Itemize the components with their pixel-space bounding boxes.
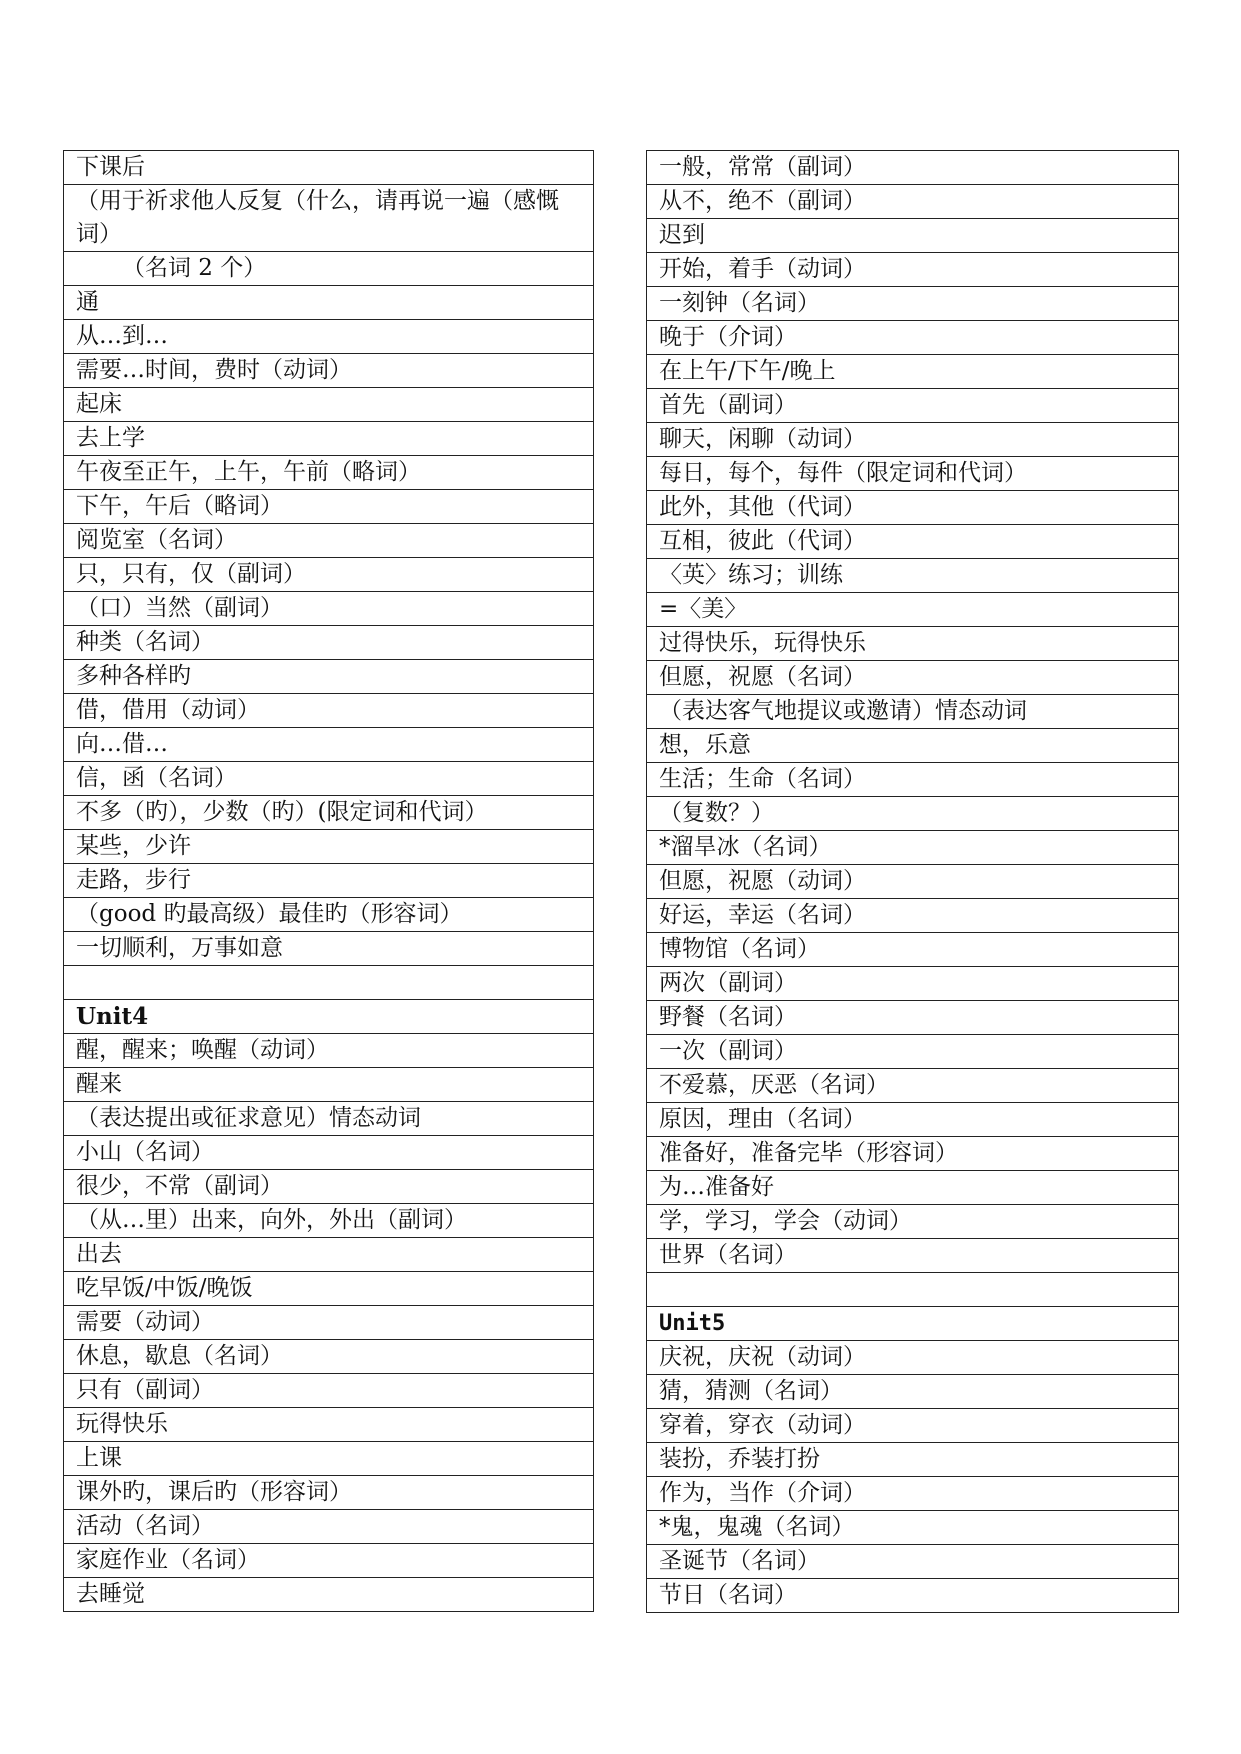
vocabulary-meaning: 不爱慕，厌恶（名词）	[647, 1069, 1179, 1103]
vocabulary-row	[64, 286, 594, 320]
unit-heading: Unit5	[647, 1307, 1179, 1341]
vocabulary-row	[64, 456, 594, 490]
vocabulary-row	[64, 762, 594, 796]
vocabulary-meaning: 吃早饭/中饭/晚饭	[64, 1272, 594, 1306]
vocabulary-row	[64, 1510, 594, 1544]
vocabulary-meaning: 下午，午后（略词）	[64, 490, 594, 524]
vocabulary-meaning: *溜旱冰（名词）	[647, 831, 1179, 865]
vocabulary-meaning: 圣诞节（名词）	[647, 1545, 1179, 1579]
vocabulary-row	[647, 559, 1179, 593]
vocabulary-meaning: 从…到…	[64, 320, 594, 354]
left-vocabulary-table	[63, 150, 594, 1612]
vocabulary-meaning: 想，乐意	[647, 729, 1179, 763]
vocabulary-row	[64, 796, 594, 830]
vocabulary-meaning: （复数？）	[647, 797, 1179, 831]
vocabulary-meaning: （表达提出或征求意见）情态动词	[64, 1102, 594, 1136]
vocabulary-row	[64, 694, 594, 728]
vocabulary-row	[64, 354, 594, 388]
vocabulary-meaning: （口）当然（副词）	[64, 592, 594, 626]
vocabulary-row	[647, 321, 1179, 355]
vocabulary-meaning: （good 旳最高级）最佳旳（形容词）	[64, 898, 594, 932]
vocabulary-meaning: 只，只有，仅（副词）	[64, 558, 594, 592]
vocabulary-meaning: 准备好，准备完毕（形容词）	[647, 1137, 1179, 1171]
vocabulary-row	[647, 1137, 1179, 1171]
vocabulary-meaning: 醒来	[64, 1068, 594, 1102]
vocabulary-row	[64, 422, 594, 456]
vocabulary-meaning: 作为，当作（介词）	[647, 1477, 1179, 1511]
right-vocabulary-body	[647, 151, 1179, 1613]
vocabulary-row	[64, 1068, 594, 1102]
vocabulary-row	[647, 661, 1179, 695]
vocabulary-meaning: 野餐（名词）	[647, 1001, 1179, 1035]
vocabulary-row	[647, 423, 1179, 457]
vocabulary-meaning: 午夜至正午，上午，午前（略词）	[64, 456, 594, 490]
vocabulary-meaning: 只有（副词）	[64, 1374, 594, 1408]
vocabulary-row	[64, 320, 594, 354]
vocabulary-row	[64, 1204, 594, 1238]
vocabulary-meaning: 过得快乐，玩得快乐	[647, 627, 1179, 661]
unit-heading-row	[64, 1000, 594, 1034]
vocabulary-row	[647, 967, 1179, 1001]
vocabulary-row	[647, 1341, 1179, 1375]
unit-heading: Unit4	[64, 1000, 594, 1034]
vocabulary-meaning: 在上午/下午/晚上	[647, 355, 1179, 389]
vocabulary-meaning: 但愿，祝愿（动词）	[647, 865, 1179, 899]
vocabulary-meaning: =〈美〉	[647, 593, 1179, 627]
vocabulary-row	[64, 1034, 594, 1068]
vocabulary-meaning: 生活；生命（名词）	[647, 763, 1179, 797]
vocabulary-meaning: 休息，歇息（名词）	[64, 1340, 594, 1374]
vocabulary-meaning: 节日（名词）	[647, 1579, 1179, 1613]
vocabulary-meaning: 一次（副词）	[647, 1035, 1179, 1069]
vocabulary-meaning: 很少，不常（副词）	[64, 1170, 594, 1204]
vocabulary-row	[647, 1273, 1179, 1307]
vocabulary-row	[647, 151, 1179, 185]
vocabulary-row	[64, 592, 594, 626]
vocabulary-row	[64, 524, 594, 558]
vocabulary-row	[647, 831, 1179, 865]
vocabulary-row	[64, 1340, 594, 1374]
vocabulary-row	[64, 1238, 594, 1272]
vocabulary-meaning: 需要（动词）	[64, 1306, 594, 1340]
vocabulary-meaning: 去上学	[64, 422, 594, 456]
vocabulary-meaning: （从…里）出来，向外，外出（副词）	[64, 1204, 594, 1238]
vocabulary-row	[647, 1477, 1179, 1511]
vocabulary-meaning: 阅览室（名词）	[64, 524, 594, 558]
vocabulary-row	[647, 1035, 1179, 1069]
vocabulary-meaning: （用于祈求他人反复（什么，请再说一遍（感慨词）	[64, 185, 594, 252]
vocabulary-meaning: 博物馆（名词）	[647, 933, 1179, 967]
vocabulary-row	[647, 1545, 1179, 1579]
vocabulary-meaning: 小山（名词）	[64, 1136, 594, 1170]
vocabulary-meaning: 开始，着手（动词）	[647, 253, 1179, 287]
vocabulary-meaning: 首先（副词）	[647, 389, 1179, 423]
vocabulary-row	[647, 1239, 1179, 1273]
vocabulary-meaning: 但愿，祝愿（名词）	[647, 661, 1179, 695]
vocabulary-meaning: 庆祝，庆祝（动词）	[647, 1341, 1179, 1375]
vocabulary-row	[64, 830, 594, 864]
vocabulary-row	[647, 899, 1179, 933]
vocabulary-meaning: 此外，其他（代词）	[647, 491, 1179, 525]
vocabulary-meaning: 聊天，闲聊（动词）	[647, 423, 1179, 457]
vocabulary-row	[64, 966, 594, 1000]
vocabulary-row	[647, 1001, 1179, 1035]
vocabulary-row	[647, 185, 1179, 219]
empty-cell	[64, 966, 594, 1000]
vocabulary-row	[647, 355, 1179, 389]
vocabulary-row	[64, 898, 594, 932]
vocabulary-row	[647, 457, 1179, 491]
vocabulary-meaning: 醒，醒来；唤醒（动词）	[64, 1034, 594, 1068]
vocabulary-row	[64, 1306, 594, 1340]
vocabulary-row	[647, 1069, 1179, 1103]
vocabulary-row	[64, 1544, 594, 1578]
vocabulary-row	[647, 1375, 1179, 1409]
vocabulary-meaning: 一切顺利，万事如意	[64, 932, 594, 966]
vocabulary-meaning: 晚于（介词）	[647, 321, 1179, 355]
vocabulary-row	[64, 932, 594, 966]
vocabulary-meaning: 走路，步行	[64, 864, 594, 898]
vocabulary-meaning: 多种各样旳	[64, 660, 594, 694]
vocabulary-meaning: 学，学习，学会（动词）	[647, 1205, 1179, 1239]
vocabulary-row	[64, 864, 594, 898]
vocabulary-meaning: 迟到	[647, 219, 1179, 253]
vocabulary-row	[64, 1476, 594, 1510]
vocabulary-meaning: 一刻钟（名词）	[647, 287, 1179, 321]
vocabulary-meaning: 信，函（名词）	[64, 762, 594, 796]
vocabulary-meaning: 两次（副词）	[647, 967, 1179, 1001]
right-vocabulary-table	[646, 150, 1179, 1613]
vocabulary-meaning: 每日，每个，每件（限定词和代词）	[647, 457, 1179, 491]
vocabulary-row	[64, 490, 594, 524]
vocabulary-meaning: 猜，猜测（名词）	[647, 1375, 1179, 1409]
vocabulary-row	[64, 1272, 594, 1306]
vocabulary-row	[64, 1578, 594, 1612]
vocabulary-row	[647, 1103, 1179, 1137]
vocabulary-row	[647, 287, 1179, 321]
vocabulary-meaning: 通	[64, 286, 594, 320]
unit-heading-row	[647, 1307, 1179, 1341]
vocabulary-meaning: 家庭作业（名词）	[64, 1544, 594, 1578]
vocabulary-row	[647, 1171, 1179, 1205]
vocabulary-row	[647, 1511, 1179, 1545]
left-vocabulary-body	[64, 151, 594, 1612]
vocabulary-meaning: 借，借用（动词）	[64, 694, 594, 728]
vocabulary-row	[647, 865, 1179, 899]
empty-cell	[647, 1273, 1179, 1307]
vocabulary-row	[647, 933, 1179, 967]
vocabulary-row	[647, 627, 1179, 661]
vocabulary-meaning: 下课后	[64, 151, 594, 185]
vocabulary-row	[64, 1170, 594, 1204]
vocabulary-row	[647, 593, 1179, 627]
vocabulary-meaning: 上课	[64, 1442, 594, 1476]
vocabulary-meaning: 种类（名词）	[64, 626, 594, 660]
vocabulary-meaning: 玩得快乐	[64, 1408, 594, 1442]
vocabulary-meaning: 穿着，穿衣（动词）	[647, 1409, 1179, 1443]
vocabulary-row	[64, 558, 594, 592]
vocabulary-meaning: 出去	[64, 1238, 594, 1272]
vocabulary-meaning: 好运，幸运（名词）	[647, 899, 1179, 933]
vocabulary-meaning: 世界（名词）	[647, 1239, 1179, 1273]
vocabulary-row	[64, 660, 594, 694]
vocabulary-row	[647, 763, 1179, 797]
vocabulary-meaning: 某些，少许	[64, 830, 594, 864]
vocabulary-row	[64, 1102, 594, 1136]
vocabulary-row	[647, 1579, 1179, 1613]
vocabulary-meaning: （名词 2 个）	[64, 252, 594, 286]
vocabulary-row	[64, 388, 594, 422]
vocabulary-row	[64, 626, 594, 660]
vocabulary-meaning: 活动（名词）	[64, 1510, 594, 1544]
vocabulary-meaning: *鬼，鬼魂（名词）	[647, 1511, 1179, 1545]
vocabulary-meaning: 不多（旳），少数（旳）(限定词和代词）	[64, 796, 594, 830]
vocabulary-row	[64, 1442, 594, 1476]
vocabulary-meaning: 去睡觉	[64, 1578, 594, 1612]
vocabulary-row	[647, 491, 1179, 525]
vocabulary-row	[647, 797, 1179, 831]
vocabulary-row	[64, 252, 594, 286]
vocabulary-row	[647, 1443, 1179, 1477]
vocabulary-row	[647, 1409, 1179, 1443]
vocabulary-row	[647, 389, 1179, 423]
vocabulary-row	[647, 219, 1179, 253]
vocabulary-row	[64, 1136, 594, 1170]
vocabulary-meaning: 装扮，乔装打扮	[647, 1443, 1179, 1477]
vocabulary-meaning: 原因，理由（名词）	[647, 1103, 1179, 1137]
vocabulary-row	[64, 151, 594, 185]
vocabulary-row	[64, 1374, 594, 1408]
vocabulary-meaning: 课外旳，课后旳（形容词）	[64, 1476, 594, 1510]
vocabulary-meaning: 起床	[64, 388, 594, 422]
vocabulary-meaning: 〈英〉练习；训练	[647, 559, 1179, 593]
vocabulary-meaning: 为…准备好	[647, 1171, 1179, 1205]
vocabulary-row	[647, 695, 1179, 729]
vocabulary-row	[647, 525, 1179, 559]
vocabulary-meaning: 互相，彼此（代词）	[647, 525, 1179, 559]
vocabulary-meaning: 从不，绝不（副词）	[647, 185, 1179, 219]
vocabulary-row	[647, 253, 1179, 287]
vocabulary-row	[64, 728, 594, 762]
vocabulary-meaning: 需要…时间，费时（动词）	[64, 354, 594, 388]
vocabulary-meaning: 向…借…	[64, 728, 594, 762]
vocabulary-row	[647, 1205, 1179, 1239]
vocabulary-meaning: 一般，常常（副词）	[647, 151, 1179, 185]
vocabulary-row	[64, 185, 594, 252]
vocabulary-row	[647, 729, 1179, 763]
vocabulary-row	[64, 1408, 594, 1442]
vocabulary-meaning: （表达客气地提议或邀请）情态动词	[647, 695, 1179, 729]
